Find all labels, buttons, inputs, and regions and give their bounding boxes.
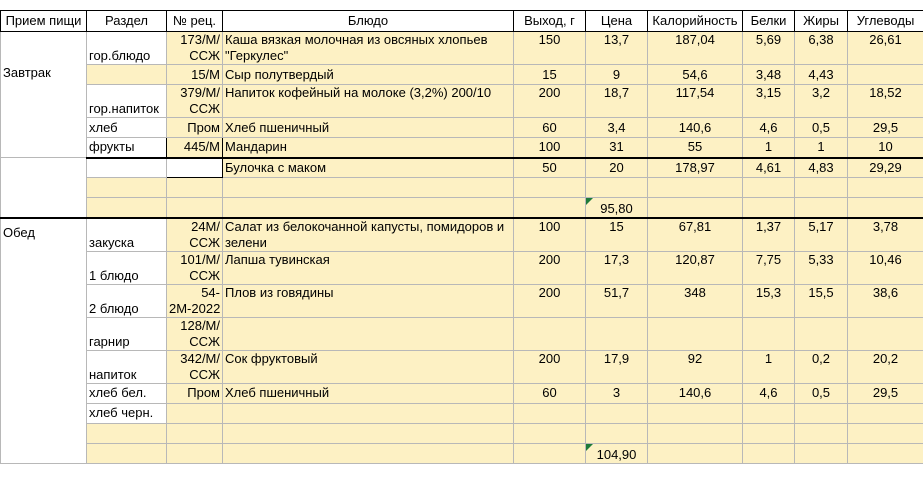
yield-cell: 100 bbox=[514, 218, 586, 252]
yield-cell: 100 bbox=[514, 138, 586, 158]
yield-cell: 150 bbox=[514, 32, 586, 65]
table-row bbox=[1, 317, 923, 350]
carbs-cell: 29,29 bbox=[848, 158, 923, 178]
section-cell: хлеб бел. bbox=[87, 383, 167, 403]
yield-cell: 200 bbox=[514, 284, 586, 317]
carbs-cell: 29,5 bbox=[848, 383, 923, 403]
empty-cell bbox=[795, 423, 848, 443]
empty-cell bbox=[87, 423, 167, 443]
protein-cell: 1 bbox=[743, 138, 795, 158]
kcal-cell: 67,81 bbox=[648, 218, 743, 252]
section-cell: хлеб bbox=[87, 118, 167, 138]
kcal-cell: 178,97 bbox=[648, 158, 743, 178]
recipe-cell: 54-2М-2022 bbox=[167, 284, 223, 317]
total-price-breakfast: 95,80 bbox=[586, 198, 648, 218]
dish-cell: Напиток кофейный на молоке (3,2%) 200/10 bbox=[223, 85, 514, 118]
dish-cell bbox=[223, 317, 514, 350]
empty-cell bbox=[795, 178, 848, 198]
protein-cell: 4,6 bbox=[743, 118, 795, 138]
yield-cell: 60 bbox=[514, 383, 586, 403]
dish-cell: Мандарин bbox=[223, 138, 514, 158]
fat-cell: 4,83 bbox=[795, 158, 848, 178]
header-yield: Выход, г bbox=[514, 11, 586, 32]
table-row bbox=[1, 85, 923, 118]
recipe-cell: Пром bbox=[167, 383, 223, 403]
yield-cell: 15 bbox=[514, 65, 586, 85]
meal-empty-cell bbox=[1, 158, 87, 218]
table-row bbox=[1, 251, 923, 284]
recipe-cell bbox=[167, 158, 223, 178]
table-row bbox=[1, 138, 923, 158]
table-row bbox=[1, 158, 923, 178]
kcal-cell: 140,6 bbox=[648, 118, 743, 138]
dish-cell: Каша вязкая молочная из овсяных хлопьев "Геркулес" bbox=[223, 32, 514, 65]
empty-cell bbox=[848, 423, 923, 443]
fat-cell: 4,43 bbox=[795, 65, 848, 85]
yield-cell: 200 bbox=[514, 85, 586, 118]
fat-cell: 0,2 bbox=[795, 350, 848, 383]
protein-cell: 7,75 bbox=[743, 251, 795, 284]
recipe-cell bbox=[167, 403, 223, 423]
yield-cell bbox=[514, 403, 586, 423]
dish-cell: Хлеб пшеничный bbox=[223, 383, 514, 403]
carbs-cell: 3,78 bbox=[848, 218, 923, 252]
table-row bbox=[1, 65, 923, 85]
menu-table bbox=[0, 10, 923, 464]
kcal-cell: 348 bbox=[648, 284, 743, 317]
empty-cell bbox=[848, 198, 923, 218]
price-cell: 9 bbox=[586, 65, 648, 85]
empty-cell bbox=[848, 178, 923, 198]
total-price-lunch: 104,90 bbox=[586, 443, 648, 463]
empty-cell bbox=[586, 178, 648, 198]
empty-cell bbox=[87, 178, 167, 198]
protein-cell: 3,48 bbox=[743, 65, 795, 85]
table-row bbox=[1, 32, 923, 65]
price-cell: 17,9 bbox=[586, 350, 648, 383]
recipe-cell: 445/М bbox=[167, 138, 223, 158]
meal-lunch-label: Обед bbox=[3, 225, 84, 241]
header-price: Цена bbox=[586, 11, 648, 32]
empty-cell bbox=[795, 198, 848, 218]
dish-cell: Хлеб пшеничный bbox=[223, 118, 514, 138]
header-recipe: № рец. bbox=[167, 11, 223, 32]
empty-cell bbox=[223, 198, 514, 218]
empty-cell bbox=[87, 443, 167, 463]
kcal-cell: 187,04 bbox=[648, 32, 743, 65]
empty-cell bbox=[514, 443, 586, 463]
price-cell: 17,3 bbox=[586, 251, 648, 284]
section-cell: 2 блюдо bbox=[87, 284, 167, 317]
carbs-cell: 10,46 bbox=[848, 251, 923, 284]
kcal-cell bbox=[648, 403, 743, 423]
yield-cell: 200 bbox=[514, 350, 586, 383]
carbs-cell bbox=[848, 403, 923, 423]
protein-cell: 1,37 bbox=[743, 218, 795, 252]
meal-breakfast-label: Завтрак bbox=[3, 65, 84, 81]
yield-cell bbox=[514, 317, 586, 350]
protein-cell: 5,69 bbox=[743, 32, 795, 65]
protein-cell: 15,3 bbox=[743, 284, 795, 317]
section-cell bbox=[87, 158, 167, 178]
table-row bbox=[1, 383, 923, 403]
recipe-cell: 15/М bbox=[167, 65, 223, 85]
price-cell bbox=[586, 403, 648, 423]
empty-cell bbox=[514, 198, 586, 218]
empty-cell bbox=[514, 423, 586, 443]
empty-cell bbox=[648, 178, 743, 198]
carbs-cell: 18,52 bbox=[848, 85, 923, 118]
price-cell: 20 bbox=[586, 158, 648, 178]
price-cell: 31 bbox=[586, 138, 648, 158]
header-carbs: Углеводы bbox=[848, 11, 923, 32]
total-row-breakfast bbox=[1, 198, 923, 218]
header-fat: Жиры bbox=[795, 11, 848, 32]
protein-cell: 4,6 bbox=[743, 383, 795, 403]
table-row bbox=[1, 423, 923, 443]
yield-cell: 50 bbox=[514, 158, 586, 178]
empty-cell bbox=[795, 443, 848, 463]
empty-cell bbox=[167, 423, 223, 443]
price-cell: 3,4 bbox=[586, 118, 648, 138]
empty-cell bbox=[87, 198, 167, 218]
section-cell: гор.блюдо bbox=[87, 32, 167, 65]
dish-cell: Сок фруктовый bbox=[223, 350, 514, 383]
fat-cell: 0,5 bbox=[795, 118, 848, 138]
protein-cell: 4,61 bbox=[743, 158, 795, 178]
kcal-cell bbox=[648, 317, 743, 350]
empty-cell bbox=[223, 178, 514, 198]
meal-lunch bbox=[1, 218, 87, 464]
kcal-cell: 117,54 bbox=[648, 85, 743, 118]
empty-cell bbox=[648, 443, 743, 463]
recipe-cell: Пром bbox=[167, 118, 223, 138]
empty-cell bbox=[648, 423, 743, 443]
empty-cell bbox=[167, 178, 223, 198]
recipe-cell: 379/М/ССЖ bbox=[167, 85, 223, 118]
kcal-cell: 140,6 bbox=[648, 383, 743, 403]
header-row bbox=[1, 11, 923, 32]
empty-cell bbox=[223, 423, 514, 443]
carbs-cell: 26,61 bbox=[848, 32, 923, 65]
section-cell bbox=[87, 65, 167, 85]
header-protein: Белки bbox=[743, 11, 795, 32]
fat-cell: 0,5 bbox=[795, 383, 848, 403]
section-cell: хлеб черн. bbox=[87, 403, 167, 423]
empty-cell bbox=[514, 178, 586, 198]
recipe-cell: 173/М/ССЖ bbox=[167, 32, 223, 65]
fat-cell: 3,2 bbox=[795, 85, 848, 118]
dish-cell: Булочка с маком bbox=[223, 158, 514, 178]
empty-cell bbox=[586, 423, 648, 443]
price-cell: 15 bbox=[586, 218, 648, 252]
fat-cell: 5,17 bbox=[795, 218, 848, 252]
section-cell: напиток bbox=[87, 350, 167, 383]
kcal-cell: 92 bbox=[648, 350, 743, 383]
fat-cell bbox=[795, 403, 848, 423]
empty-cell bbox=[743, 198, 795, 218]
recipe-cell: 101/М/ССЖ bbox=[167, 251, 223, 284]
recipe-cell: 24М/ССЖ bbox=[167, 218, 223, 252]
carbs-cell: 20,2 bbox=[848, 350, 923, 383]
section-cell: 1 блюдо bbox=[87, 251, 167, 284]
price-cell: 18,7 bbox=[586, 85, 648, 118]
yield-cell: 60 bbox=[514, 118, 586, 138]
empty-cell bbox=[167, 443, 223, 463]
table-row bbox=[1, 403, 923, 423]
empty-cell bbox=[743, 443, 795, 463]
total-row-lunch bbox=[1, 443, 923, 463]
recipe-cell: 128/М/ССЖ bbox=[167, 317, 223, 350]
header-meal: Прием пищи bbox=[1, 11, 87, 32]
section-cell: закуска bbox=[87, 218, 167, 252]
empty-cell bbox=[167, 198, 223, 218]
fat-cell: 1 bbox=[795, 138, 848, 158]
header-section: Раздел bbox=[87, 11, 167, 32]
empty-cell bbox=[223, 443, 514, 463]
protein-cell: 3,15 bbox=[743, 85, 795, 118]
empty-cell bbox=[848, 443, 923, 463]
fat-cell: 5,33 bbox=[795, 251, 848, 284]
table-row bbox=[1, 218, 923, 252]
fat-cell: 15,5 bbox=[795, 284, 848, 317]
protein-cell: 1 bbox=[743, 350, 795, 383]
section-cell: гарнир bbox=[87, 317, 167, 350]
kcal-cell: 54,6 bbox=[648, 65, 743, 85]
empty-cell bbox=[743, 423, 795, 443]
dish-cell: Плов из говядины bbox=[223, 284, 514, 317]
section-cell: гор.напиток bbox=[87, 85, 167, 118]
dish-cell: Лапша тувинская bbox=[223, 251, 514, 284]
yield-cell: 200 bbox=[514, 251, 586, 284]
carbs-cell bbox=[848, 65, 923, 85]
price-cell: 13,7 bbox=[586, 32, 648, 65]
recipe-cell: 342/М/ССЖ bbox=[167, 350, 223, 383]
table-row bbox=[1, 178, 923, 198]
table-row bbox=[1, 350, 923, 383]
kcal-cell: 120,87 bbox=[648, 251, 743, 284]
price-cell bbox=[586, 317, 648, 350]
price-cell: 3 bbox=[586, 383, 648, 403]
carbs-cell bbox=[848, 317, 923, 350]
dish-cell bbox=[223, 403, 514, 423]
carbs-cell: 29,5 bbox=[848, 118, 923, 138]
dish-cell: Сыр полутвердый bbox=[223, 65, 514, 85]
carbs-cell: 38,6 bbox=[848, 284, 923, 317]
kcal-cell: 55 bbox=[648, 138, 743, 158]
table-row bbox=[1, 118, 923, 138]
fat-cell bbox=[795, 317, 848, 350]
table-row bbox=[1, 284, 923, 317]
protein-cell bbox=[743, 403, 795, 423]
meal-breakfast bbox=[1, 32, 87, 158]
header-dish: Блюдо bbox=[223, 11, 514, 32]
price-cell: 51,7 bbox=[586, 284, 648, 317]
section-cell: фрукты bbox=[87, 138, 167, 158]
dish-cell: Салат из белокочанной капусты, помидоров и зелени bbox=[223, 218, 514, 252]
fat-cell: 6,38 bbox=[795, 32, 848, 65]
carbs-cell: 10 bbox=[848, 138, 923, 158]
protein-cell bbox=[743, 317, 795, 350]
empty-cell bbox=[648, 198, 743, 218]
header-kcal: Калорийность bbox=[648, 11, 743, 32]
empty-cell bbox=[743, 178, 795, 198]
